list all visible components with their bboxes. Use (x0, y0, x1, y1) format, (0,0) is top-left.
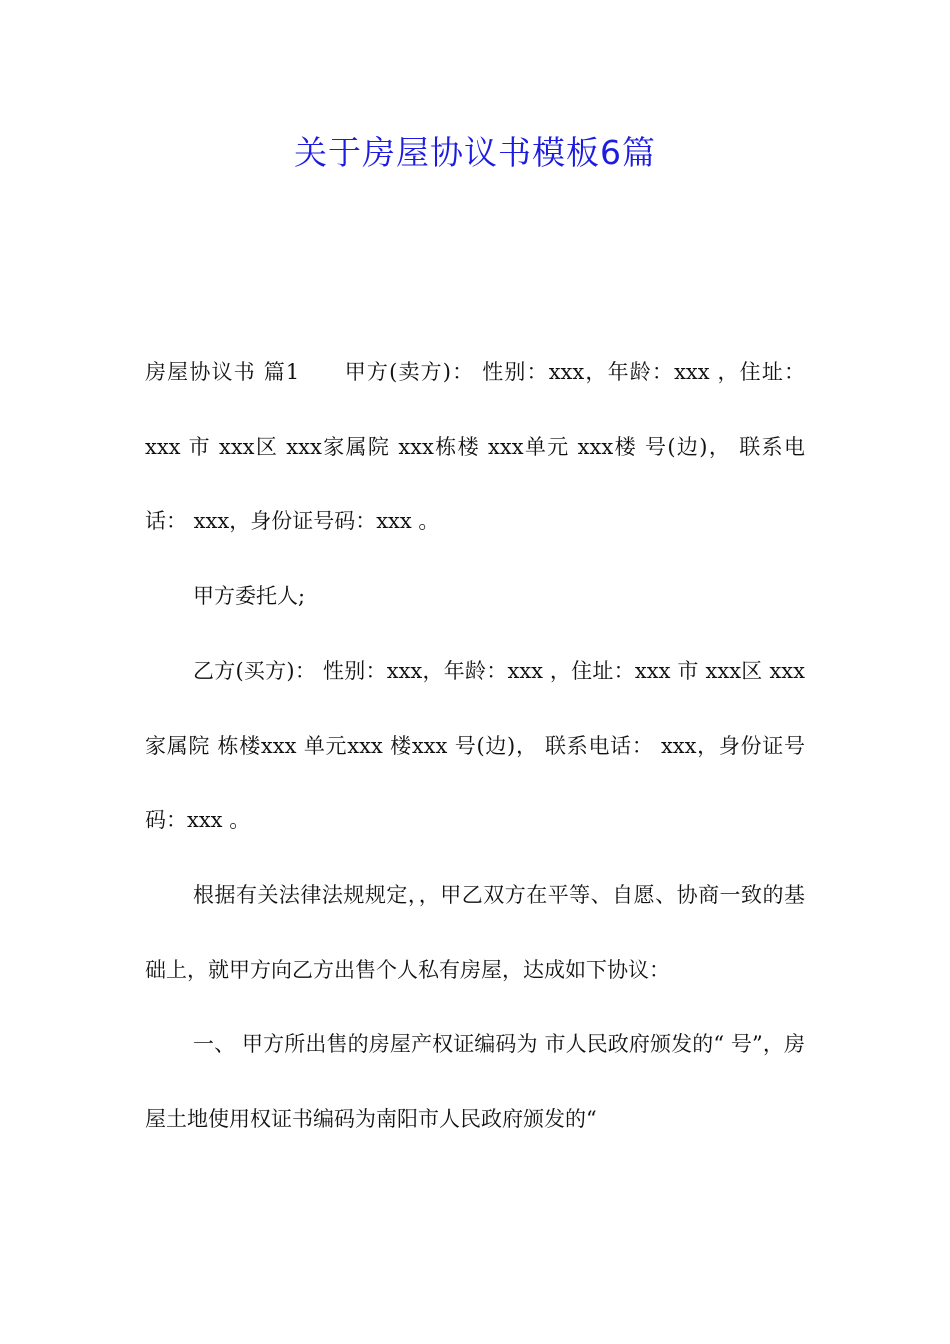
paragraph-party-a-agent: 甲方委托人; (193, 584, 306, 609)
paragraph-party-a: 房屋协议书 篇1 甲方(卖方)： 性别：xxx，年龄：xxx ，住址：xxx 市 xxx区 xxx家属院 xxx栋楼 xxx单元 xxx楼 号(边)， 联系电话： xxx，身份证号码：xxx 。 (145, 360, 805, 534)
paragraph-clause-one: 一、 甲方所出售的房屋产权证编码为 市人民政府颁发的“ 号”，房屋土地使用权证书编码为南阳市人民政府颁发的“ (145, 1032, 805, 1132)
paragraph-party-b: 乙方(买方)： 性别：xxx，年龄：xxx ，住址：xxx 市 xxx区 xxx家属院 栋楼xxx 单元xxx 楼xxx 号(边)， 联系电话： xxx，身份证号码：xxx 。 (145, 658, 805, 833)
document-title: 关于房屋协议书模板6篇 (294, 133, 656, 172)
document-body (145, 335, 805, 1157)
paragraph-agreement-basis: 根据有关法律法规规定，，甲乙双方在平等、自愿、协商一致的基础上，就甲方向乙方出售个人私有房屋，达成如下协议： (145, 882, 805, 982)
